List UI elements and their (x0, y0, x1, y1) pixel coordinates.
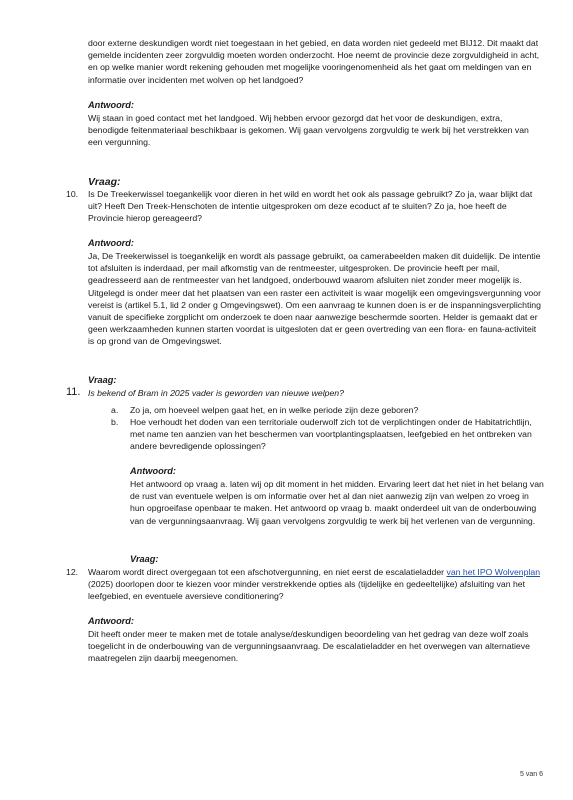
answer-10-label: Antwoord: (88, 238, 134, 248)
answer-11-text: Het antwoord op vraag a. laten wij op dit moment in het midden. Ervaring leert dat het niet in het belang van de rust van eventuele welpen is om informatie over het al dan niet aanwezig zijn van welpen zo vroeg in hun opgroeifase openbaar te maken. Het antwoord op vraag b. maakt onderdeel uit van de onderbouwing van de vergunningsaanvraag. Wij gaan vervolgens zorgvuldig te werk bij het verlenen van de vergunning. (130, 479, 544, 526)
page-number: 5 van 6 (520, 771, 543, 778)
question-11-sub-a-text: Zo ja, om hoeveel welpen gaat het, en in welke periode zijn deze geboren? (130, 405, 419, 415)
question-12-number: 12. (66, 567, 79, 577)
ipo-wolvenplan-link[interactable]: van het IPO Wolvenplan (446, 567, 541, 577)
answer-10-text: Ja, De Treekerwissel is toegankelijk en wordt als passage gebruikt, oa camerabeelden maken dit duidelijk. De intentie tot afsluiten is inderdaad, per mail afkomstig van de rentmeester, uitgesproken. De provincie heeft per mail, geadresseerd aan de rentmeester van het landgoed, onderbouwd waarom afsluiten niet zonder meer mogelijk is. Uitgelegd is onder meer dat het plaatsen van een raster een activiteit is waar mogelijk een omgevingsvergunning voor vereist is (artikel 5.1, lid 2 onder g Omgevingswet). Om een aanvraag te kunnen doen is er de inspanningsverplichting vanuit de specifieke zorgplicht om onderzoek te doen naar aanwezige beschermde soorten. Helder is gemaakt dat er geen werkzaamheden kunnen starten voordat is uitgesloten dat er geen overtreding van een flora- en fauna-activiteit is op grond van de Omgevingswet. (88, 251, 541, 347)
answer-11-label: Antwoord: (130, 466, 176, 476)
question-10-label: Vraag: (88, 176, 121, 188)
question-11-text: Is bekend of Bram in 2025 vader is geworden van nieuwe welpen? (88, 388, 344, 398)
question-11-label: Vraag: (88, 375, 117, 385)
question-11-sub-b-text: Hoe verhoudt het doden van een territoriale ouderwolf zich tot de verplichtingen onder de Habitatrichtlijn, met name ten aanzien van het beschermen van voortplantingsplaatsen, leefgebied en het ontbreken van andere bevredigende oplossingen? (130, 417, 532, 452)
intro-paragraph: door externe deskundigen wordt niet toegestaan in het gebied, en data worden niet gedeeld met BIJ12. Dit maakt dat gemelde incidenten zeer zorgvuldig moeten worden onderzocht. Hoe neemt de provincie deze zorgvuldigheid in acht, en op welke manier wordt rekening gehouden met mogelijke vooringenomenheid als het gaat om meldingen van en informatie over incidenten met wolven op het landgoed? (88, 38, 540, 85)
question-12-label: Vraag: (130, 554, 159, 564)
answer-12-text: Dit heeft onder meer te maken met de totale analyse/deskundigen beoordeling van het gedrag van deze wolf zoals toegelicht in de onderbouwing van de vergunningsaanvraag. De escalatieladder en het overwegen van alternatieve maatregelen zijn daarbij meegenomen. (88, 629, 530, 664)
question-12-text (88, 566, 543, 603)
question-11-sub-b-marker: b. (111, 417, 119, 427)
question-10-text: Is De Treekerwissel toegankelijk voor dieren in het wild en wordt het ook als passage gebruikt? Zo ja, waar blijkt dat uit? Heeft Den Treek-Henschoten de intentie uitgesproken om deze ecoduct af te sluiten? Zo ja, hoe heeft de Provincie hierop gereageerd? (88, 189, 533, 224)
question-10-number: 10. (66, 189, 79, 199)
answer-9-text: Wij staan in goed contact met het landgoed. Wij hebben ervoor gezorgd dat het voor de deskundigen, extra, benodigde feitenmateriaal beschikbaar is gekomen. Wij gaan vervolgens zorgvuldig te werk bij het verstrekken van een vergunning. (88, 113, 529, 148)
question-11-number: 11. (66, 386, 81, 398)
answer-12-label: Antwoord: (88, 616, 134, 626)
question-12-text-before: Waarom wordt direct overgegaan tot een afschotvergunning, en niet eerst de escalatieladder (88, 567, 447, 577)
question-11-sub-a-marker: a. (111, 405, 119, 415)
answer-9-label: Antwoord: (88, 100, 134, 110)
question-12-text-after: (2025) doorlopen door te kiezen voor minder verstrekkende opties als (tijdelijke en gedeeltelijke) afsluiting van het leefgebied, en eventuele aversieve conditionering? (88, 579, 526, 602)
